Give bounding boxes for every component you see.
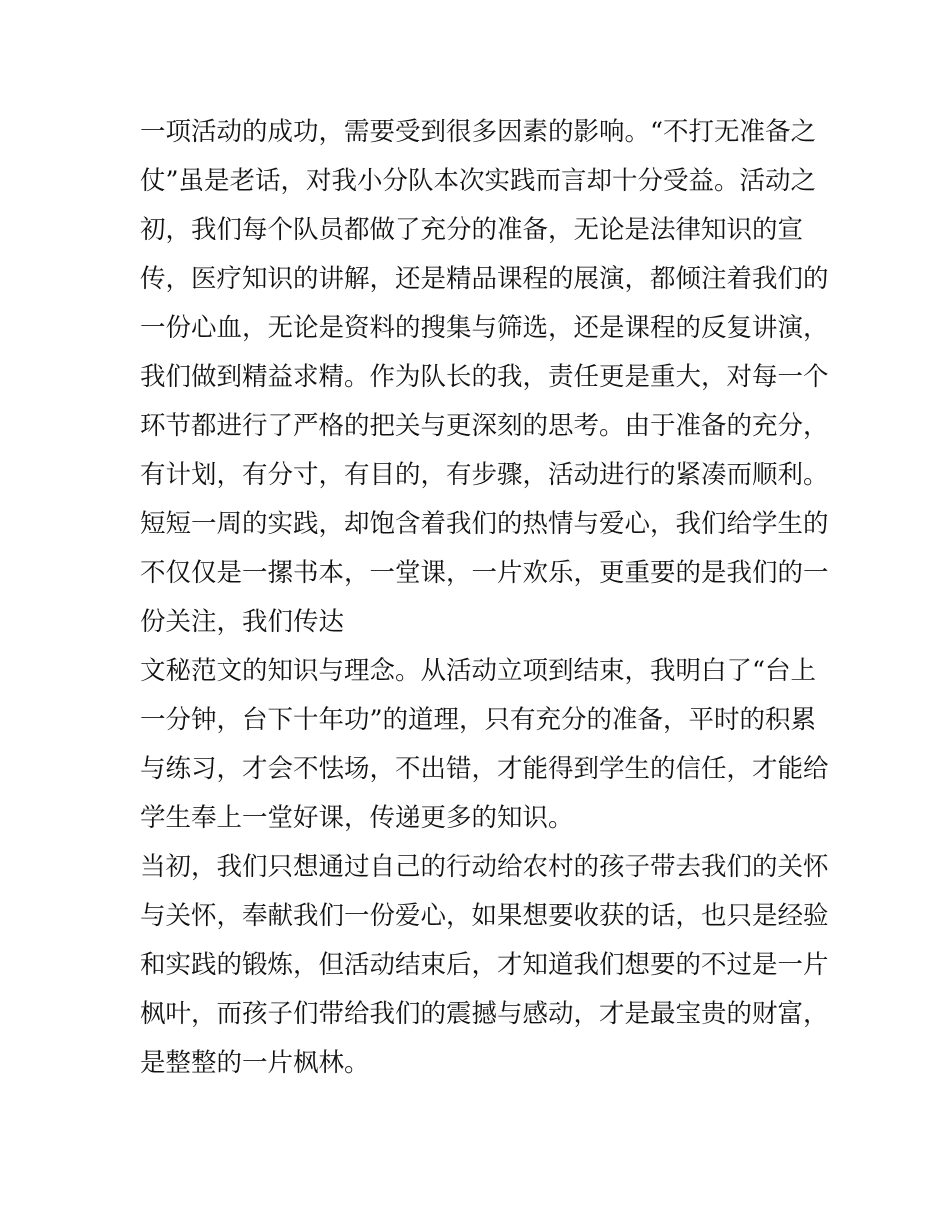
text-line: 枫叶，而孩子们带给我们的震撼与感动，才是最宝贵的财富， [140, 999, 829, 1029]
text-line: 文秘范文的知识与理念。从活动立项到结束，我明白了“台上 [140, 656, 817, 686]
text-line: 份关注，我们传达 [140, 607, 345, 637]
text-line: 短短一周的实践，却饱含着我们的热情与爱心，我们给学生的 [140, 509, 829, 539]
text-line: 学生奉上一堂好课，传递更多的知识。 [140, 803, 574, 833]
text-line: 仗”虽是老话，对我小分队本次实践而言却十分受益。活动之 [140, 166, 817, 196]
text-line: 一分钟，台下十年功”的道理，只有充分的准备，平时的积累 [140, 705, 817, 735]
text-line: 当初，我们只想通过自己的行动给农村的孩子带去我们的关怀 [140, 852, 829, 882]
text-line: 我们做到精益求精。作为队长的我，责任更是重大，对每一个 [140, 362, 829, 392]
document-body [140, 108, 829, 1088]
text-line: 与练习，才会不怯场，不出错，才能得到学生的信任，才能给 [140, 754, 829, 784]
text-line: 是整整的一片枫林。 [140, 1048, 370, 1078]
text-line: 传，医疗知识的讲解，还是精品课程的展演，都倾注着我们的 [140, 264, 829, 294]
text-line: 有计划，有分寸，有目的，有步骤，活动进行的紧凑而顺利。 [140, 460, 829, 490]
text-line: 和实践的锻炼，但活动结束后，才知道我们想要的不过是一片 [140, 950, 829, 980]
text-line: 环节都进行了严格的把关与更深刻的思考。由于准备的充分， [140, 411, 829, 441]
text-line: 不仅仅是一摞书本，一堂课，一片欢乐，更重要的是我们的一 [140, 558, 829, 588]
text-line: 与关怀，奉献我们一份爱心，如果想要收获的话，也只是经验 [140, 901, 829, 931]
text-line: 初，我们每个队员都做了充分的准备，无论是法律知识的宣 [140, 215, 804, 245]
text-line: 一份心血，无论是资料的搜集与筛选，还是课程的反复讲演， [140, 313, 829, 343]
text-line: 一项活动的成功，需要受到很多因素的影响。“不打无准备之 [140, 117, 817, 147]
